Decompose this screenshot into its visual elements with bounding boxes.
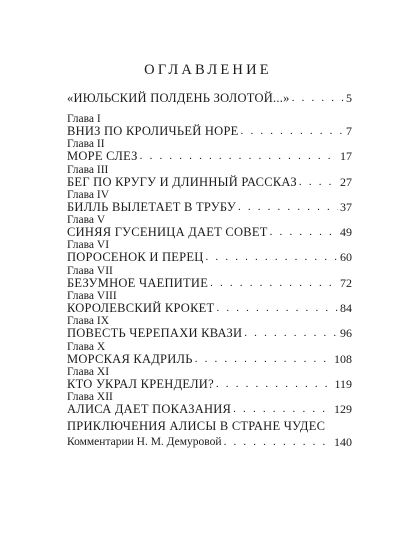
toc-entry-page: 49 [340, 225, 352, 240]
toc-entry-page: 17 [340, 149, 352, 164]
toc-entry-title: КОРОЛЕВСКИЙ КРОКЕТ [67, 301, 215, 316]
chapter-label: Глава IV [67, 188, 110, 201]
dot-leader [241, 125, 344, 138]
toc-entry-title: КТО УКРАЛ КРЕНДЕЛИ? [67, 376, 214, 391]
toc-heading: ОГЛАВЛЕНИЕ [144, 62, 272, 78]
toc-entry-chapter-4[interactable] [67, 189, 352, 214]
table-of-contents [67, 92, 352, 449]
toc-entry-appendix[interactable] [67, 419, 352, 449]
toc-entry-line [67, 436, 352, 449]
dot-leader [195, 353, 332, 366]
chapter-label: Глава II [67, 138, 105, 151]
dot-leader [210, 277, 338, 290]
toc-entry-line [67, 353, 352, 366]
dot-leader [216, 378, 333, 391]
toc-entry-line [67, 125, 352, 138]
dot-leader [292, 92, 344, 105]
toc-entry-title: БЕГ ПО КРУГУ И ДЛИННЫЙ РАССКАЗ [67, 174, 297, 189]
toc-entry-title: «ИЮЛЬСКИЙ ПОЛДЕНЬ ЗОЛОТОЙ...» [67, 91, 290, 105]
toc-entry-chapter-10[interactable] [67, 341, 352, 366]
toc-entry-title: ВНИЗ ПО КРОЛИЧЬЕЙ НОРЕ [67, 124, 239, 138]
toc-entry-line [67, 226, 352, 239]
toc-entry-title: СИНЯЯ ГУСЕНИЦА ДАЕТ СОВЕТ [67, 225, 268, 240]
toc-entry-page: 140 [334, 434, 352, 449]
toc-entry-chapter-11[interactable] [67, 366, 352, 391]
toc-entry-page: 129 [334, 402, 352, 417]
toc-entry-chapter-2[interactable] [67, 138, 352, 163]
dot-leader [140, 150, 338, 163]
toc-entry-page: 7 [346, 124, 352, 138]
toc-entry-title: АЛИСА ДАЕТ ПОКАЗАНИЯ [67, 402, 232, 417]
toc-entry-page: 119 [334, 376, 352, 391]
toc-entry-chapter-5[interactable] [67, 214, 352, 239]
toc-entry-page: 84 [340, 301, 352, 316]
toc-entry-page: 60 [340, 250, 352, 265]
toc-entry-page: 72 [340, 275, 352, 290]
dot-leader [299, 176, 338, 189]
toc-entry-line [67, 92, 352, 105]
toc-entry-chapter-9[interactable] [67, 315, 352, 340]
toc-entry-line [67, 251, 352, 264]
dot-leader [224, 436, 332, 449]
dot-leader [238, 201, 338, 214]
chapter-label: Глава V [67, 214, 106, 227]
toc-entry-page: 108 [334, 351, 352, 366]
toc-entry-title: ПОВЕСТЬ ЧЕРЕПАХИ КВАЗИ [67, 326, 243, 341]
toc-entry-title: МОРЕ СЛЕЗ [67, 149, 138, 164]
dot-leader [233, 403, 332, 416]
toc-entry-chapter-6[interactable] [67, 239, 352, 264]
toc-entry-line [67, 327, 352, 340]
chapter-label: Глава XI [67, 365, 110, 378]
appendix-subtitle: Комментарии Н. М. Демуровой [67, 435, 222, 448]
toc-entry-line [67, 150, 352, 163]
dot-leader [206, 251, 338, 264]
toc-entry-chapter-8[interactable] [67, 290, 352, 315]
chapter-label: Глава VII [67, 264, 113, 277]
toc-entry-line [67, 201, 352, 214]
appendix-title: ПРИКЛЮЧЕНИЯ АЛИСЫ В СТРАНЕ ЧУДЕС [67, 418, 326, 433]
toc-entry-line [67, 403, 352, 416]
toc-entry-chapter-12[interactable] [67, 391, 352, 416]
chapter-label: Глава IX [67, 315, 110, 328]
toc-entry-chapter-3[interactable] [67, 164, 352, 189]
toc-entry-line [67, 378, 352, 391]
toc-entry-title: МОРСКАЯ КАДРИЛЬ [67, 351, 193, 366]
dot-leader [244, 327, 338, 340]
chapter-label: Глава X [67, 340, 106, 353]
toc-entry-chapter-7[interactable] [67, 265, 352, 290]
toc-entry-line [67, 277, 352, 290]
toc-entry-prologue[interactable] [67, 92, 352, 113]
chapter-label: Глава VIII [67, 290, 117, 303]
dot-leader [270, 226, 338, 239]
toc-entry-page: 96 [340, 326, 352, 341]
toc-entry-line [67, 176, 352, 189]
toc-entry-page: 5 [346, 91, 352, 105]
chapter-label: Глава III [67, 163, 109, 176]
toc-entry-title: ПОРОСЕНОК И ПЕРЕЦ [67, 250, 204, 265]
toc-entry-page: 27 [340, 174, 352, 189]
toc-entry-title: БИЛЛЬ ВЫЛЕТАЕТ В ТРУБУ [67, 199, 236, 214]
chapter-label: Глава VI [67, 239, 110, 252]
toc-entry-title: БЕЗУМНОЕ ЧАЕПИТИЕ [67, 275, 209, 290]
dot-leader [216, 302, 338, 315]
toc-entry-chapter-1[interactable] [67, 113, 352, 138]
chapter-label: Глава XII [67, 391, 113, 404]
toc-entry-page: 37 [340, 199, 352, 214]
chapter-label: Глава I [67, 113, 101, 125]
toc-entry-line [67, 302, 352, 315]
